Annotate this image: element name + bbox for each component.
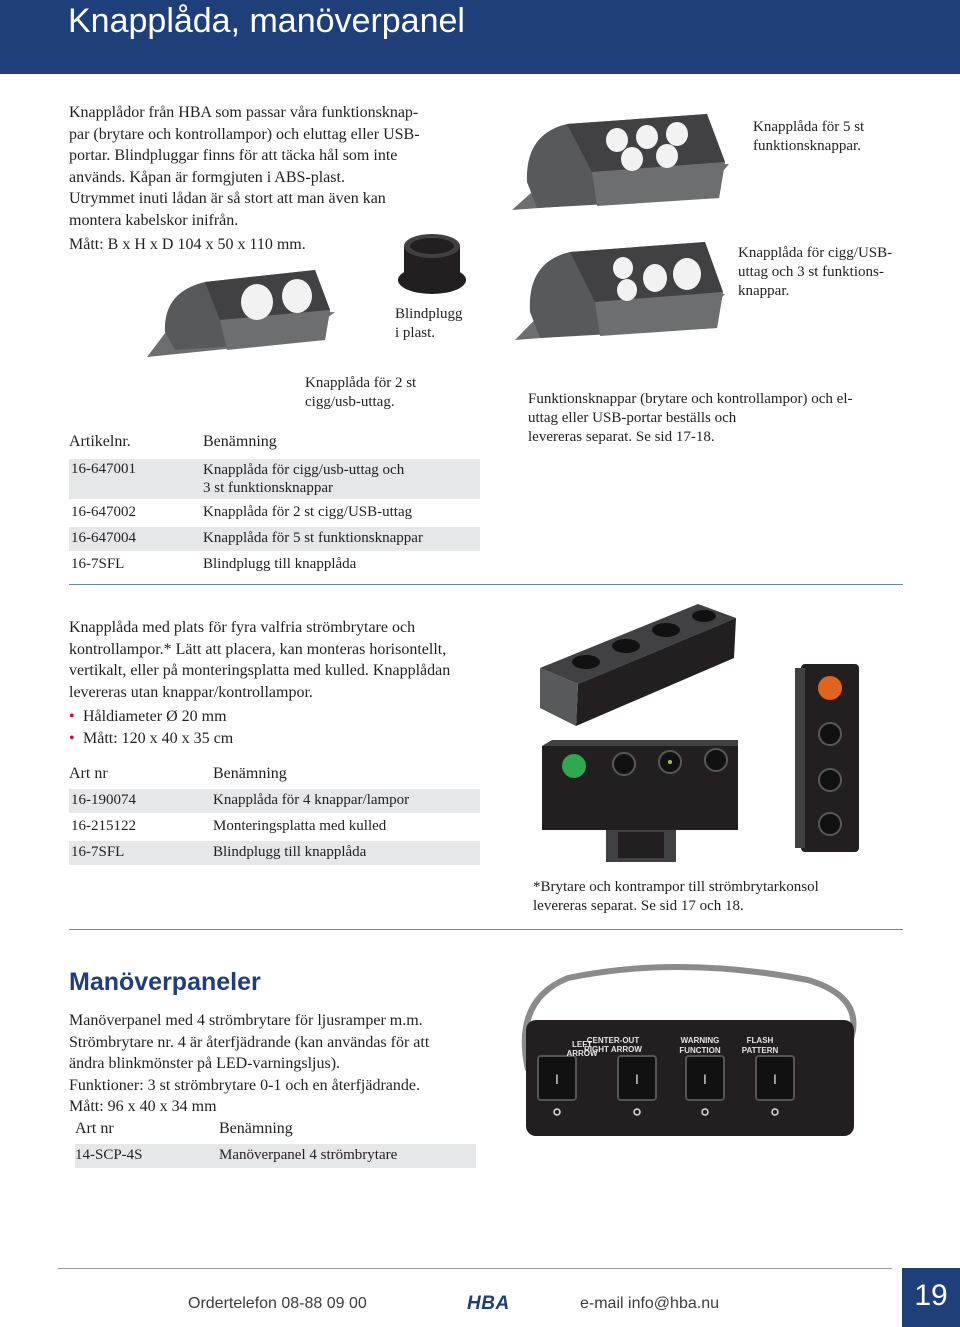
row-name: Knapplåda för cigg/usb-uttag och 3 st funktionsknappar [203,462,405,496]
row-name: Knapplåda för 5 st funktionsknappar [203,530,423,546]
panel-label-warning: WARNING FUNCTION [679,1036,721,1055]
row-art: 16-7SFL [71,844,125,860]
row-name: Blindplugg till knapplåda [213,844,367,860]
five-hole-box-image [497,112,737,222]
row-art: 16-647001 [71,461,136,477]
table-row [69,527,480,551]
note-line: *Brytare och kontrampor till strömbrytarkonsol [533,879,819,895]
two-hole-caption [305,374,416,412]
svg-text:I: I [703,1071,707,1087]
intro-line: Funktioner: 3 st strömbrytare 0-1 och en återfjädrande. [69,1076,420,1094]
section2-intro [69,617,509,703]
table-row [75,1144,476,1168]
bullet-item: • Håldiameter Ø 20 mm [69,706,233,728]
table-row [69,502,480,526]
page-header [0,0,960,74]
row-name: Knapplåda för 4 knappar/lampor [213,792,410,808]
intro-line: Knapplåda med plats för fyra valfria strömbrytare och [69,619,416,636]
blind-plug-image [392,232,472,302]
footer-email: e-mail info@hba.nu [580,1295,719,1312]
intro-line: Mått: 96 x 40 x 34 mm [69,1098,217,1115]
table-row [69,459,480,499]
intro-line: levereras utan knappar/kontrollampor. [69,683,313,701]
cigg-usb-box-image [505,240,730,350]
intro-line: portar. Blindpluggar finns för att täcka hål som inte [69,147,398,164]
section1-note [528,390,853,447]
section2-note [533,878,819,916]
intro-line: Mått: B x H x D 104 x 50 x 110 mm. [69,236,306,253]
cigg-usb-caption [738,244,892,301]
bullet-item: • Mått: 120 x 40 x 35 cm [69,728,233,750]
note-line: levereras separat. Se sid 17 och 18. [533,898,744,914]
svg-text:I: I [635,1071,639,1087]
intro-line: par (brytare och kontrollampor) och eluttag eller USB- [69,125,420,143]
caption-line: Blindplugg [395,306,463,322]
row-art: 16-647004 [71,530,136,546]
switch-panel-image [540,738,740,863]
table2-header-name: Benämning [213,765,287,782]
caption-line: uttag och 3 st funktions- [738,264,884,280]
caption-line: cigg/usb-uttag. [305,394,395,410]
hba-logo: HBA [467,1293,510,1314]
section2-bullets [69,706,233,750]
divider [69,584,903,585]
intro-line: kontrollampor.* Lätt att placera, kan monteras horisontellt, [69,640,447,658]
svg-text:I: I [555,1071,559,1087]
section3-title: Manöverpaneler [69,968,261,996]
page-title: Knapplåda, manöverpanel [68,2,465,40]
intro-line: vertikalt, eller på monteringsplatta med kulled. Knapplådan [69,662,451,679]
caption-line: Knapplåda för cigg/USB- [738,245,893,261]
vertical-panel-image [793,660,863,855]
note-line: uttag eller USB-portar beställs och [528,410,737,426]
table3-header-art: Art nr [75,1120,114,1137]
row-name: Blindplugg till knapplåda [203,556,357,572]
table2-header-art: Art nr [69,765,108,782]
note-line: levereras separat. Se sid 17-18. [528,429,715,445]
page-number: 19 [902,1268,960,1327]
row-name: Monteringsplatta med kulled [213,818,387,834]
table-row [69,815,480,839]
intro-line: montera kabelskor inifrån. [69,211,239,229]
footer-divider [58,1268,892,1269]
table-row [69,841,480,865]
divider [69,929,903,930]
intro-line: Utrymmet inuti lådan är så stort att man även kan [69,190,386,207]
intro-line: Knapplådor från HBA som passar våra funktionsknap- [69,104,419,121]
row-art: 16-190074 [71,792,136,808]
note-line: Funktionsknappar (brytare och kontrollampor) och el- [528,391,853,407]
panel-label-flash: FLASH PATTERN [741,1036,779,1055]
svg-text:I: I [773,1071,777,1087]
caption-line: Knapplåda för 2 st [305,375,417,391]
caption-line: i plast. [395,325,435,341]
row-art: 14-SCP-4S [75,1147,143,1163]
five-hole-caption [753,118,864,156]
intro-line: Manöverpanel med 4 strömbrytare för ljusramper m.m. [69,1012,423,1029]
intro-line: används. Kåpan är formgjuten i ABS-plast. [69,168,345,186]
row-art: 16-647002 [71,504,136,520]
section3-intro [69,1010,509,1118]
row-name: Knapplåda för 2 st cigg/USB-uttag [203,504,413,520]
caption-line: Knapplåda för 5 st [753,119,865,135]
table1-header-art: Artikelnr. [69,433,131,450]
row-art: 16-7SFL [71,556,125,572]
blind-plug-caption [395,305,463,343]
two-hole-box-image [145,262,350,362]
panel-label-center: CENTER-OUT RIGHT ARROW [584,1036,642,1054]
caption-line: knappar. [738,283,790,299]
table-row [69,789,480,813]
panel-label-left: LEFT ARROW [566,1040,598,1058]
intro-line: ändra blinkmönster på LED-varningsljus). [69,1055,341,1072]
caption-line: funktionsknappar. [753,138,861,154]
table-row [69,553,480,577]
row-name: Manöverpanel 4 strömbrytare [219,1147,398,1163]
four-hole-box-image [538,598,738,728]
table3-header-name: Benämning [219,1120,293,1137]
intro-line: Strömbrytare nr. 4 är återfjädrande (kan användas för att [69,1033,430,1051]
row-art: 16-215122 [71,818,136,834]
table1-header-name: Benämning [203,433,277,450]
footer-phone: Ordertelefon 08-88 09 00 [188,1295,367,1312]
